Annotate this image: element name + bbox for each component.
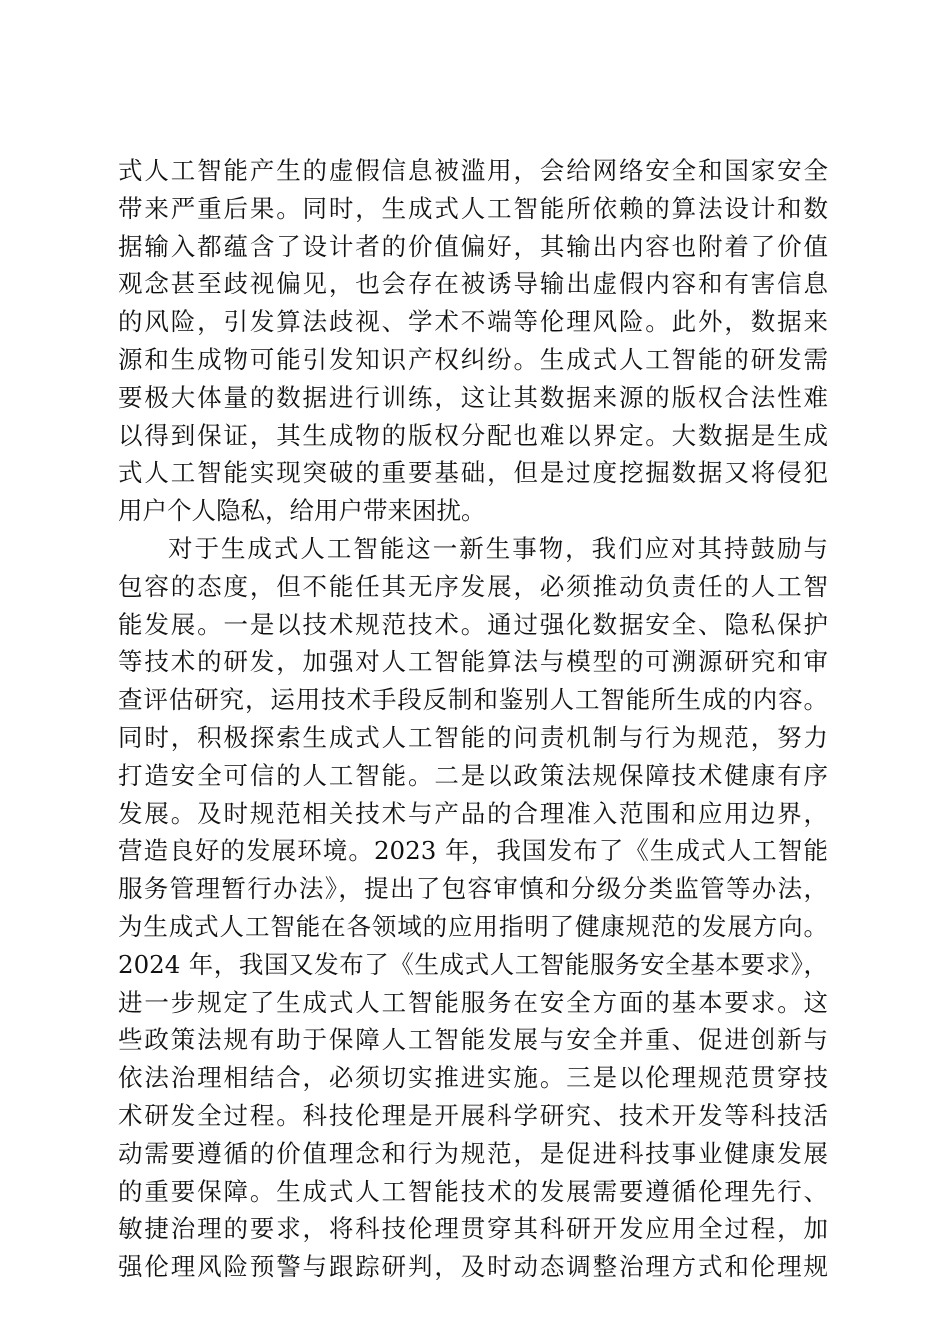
text-line: 观念甚至歧视偏见，也会存在被诱导输出虚假内容和有害信息 — [118, 269, 828, 299]
text-line: 强伦理风险预警与跟踪研判，及时动态调整治理方式和伦理规 — [118, 1252, 828, 1282]
text-line: 些政策法规有助于保障人工智能发展与安全并重、促进创新与 — [118, 1025, 828, 1055]
paragraph-1 — [118, 152, 828, 530]
text-line: 能发展。一是以技术规范技术。通过强化数据安全、隐私保护 — [118, 609, 828, 639]
text-line: 敏捷治理的要求，将科技伦理贯穿其科研开发应用全过程，加 — [118, 1214, 828, 1244]
text-line: 依法治理相结合，必须切实推进实施。三是以伦理规范贯穿技 — [118, 1063, 828, 1093]
text-line: 服务管理暂行办法》，提出了包容审慎和分级分类监管等办法， — [118, 874, 828, 904]
text-line: 用户个人隐私，给用户带来困扰。 — [118, 496, 486, 526]
text-line: 要极大体量的数据进行训练，这让其数据来源的版权合法性难 — [118, 382, 828, 412]
paragraph-2 — [118, 530, 828, 1286]
text-line: 式人工智能实现突破的重要基础，但是过度挖掘数据又将侵犯 — [118, 458, 828, 488]
text-line: 带来严重后果。同时，生成式人工智能所依赖的算法设计和数 — [118, 193, 828, 223]
body-text — [118, 152, 828, 1286]
text-line: 包容的态度，但不能任其无序发展，必须推动负责任的人工智 — [118, 571, 828, 601]
text-line: 为生成式人工智能在各领域的应用指明了健康规范的发展方向。 — [118, 911, 828, 941]
text-line: 源和生成物可能引发知识产权纠纷。生成式人工智能的研发需 — [118, 344, 828, 374]
text-line: 进一步规定了生成式人工智能服务在安全方面的基本要求。这 — [118, 987, 828, 1017]
text-line: 动需要遵循的价值理念和行为规范，是促进科技事业健康发展 — [118, 1138, 828, 1168]
text-line: 2024 年，我国又发布了《生成式人工智能服务安全基本要求》， — [118, 949, 828, 979]
text-line: 以得到保证，其生成物的版权分配也难以界定。大数据是生成 — [118, 420, 828, 450]
text-line: 打造安全可信的人工智能。二是以政策法规保障技术健康有序 — [118, 760, 828, 790]
text-line: 等技术的研发，加强对人工智能算法与模型的可溯源研究和审 — [118, 647, 828, 677]
text-line: 的风险，引发算法歧视、学术不端等伦理风险。此外，数据来 — [118, 307, 828, 337]
text-line: 对于生成式人工智能这一新生事物，我们应对其持鼓励与 — [168, 533, 828, 563]
text-line: 式人工智能产生的虚假信息被滥用，会给网络安全和国家安全 — [118, 156, 828, 185]
text-line: 的重要保障。生成式人工智能技术的发展需要遵循伦理先行、 — [118, 1176, 828, 1206]
text-line: 营造良好的发展环境。2023 年，我国发布了《生成式人工智能 — [118, 836, 828, 866]
text-line: 据输入都蕴含了设计者的价值偏好，其输出内容也附着了价值 — [118, 231, 828, 261]
text-line: 术研发全过程。科技伦理是开展科学研究、技术开发等科技活 — [118, 1100, 828, 1130]
text-line: 发展。及时规范相关技术与产品的合理准入范围和应用边界， — [118, 798, 828, 828]
text-line: 查评估研究，运用技术手段反制和鉴别人工智能所生成的内容。 — [118, 685, 828, 715]
text-line: 同时，积极探索生成式人工智能的问责机制与行为规范，努力 — [118, 722, 828, 752]
